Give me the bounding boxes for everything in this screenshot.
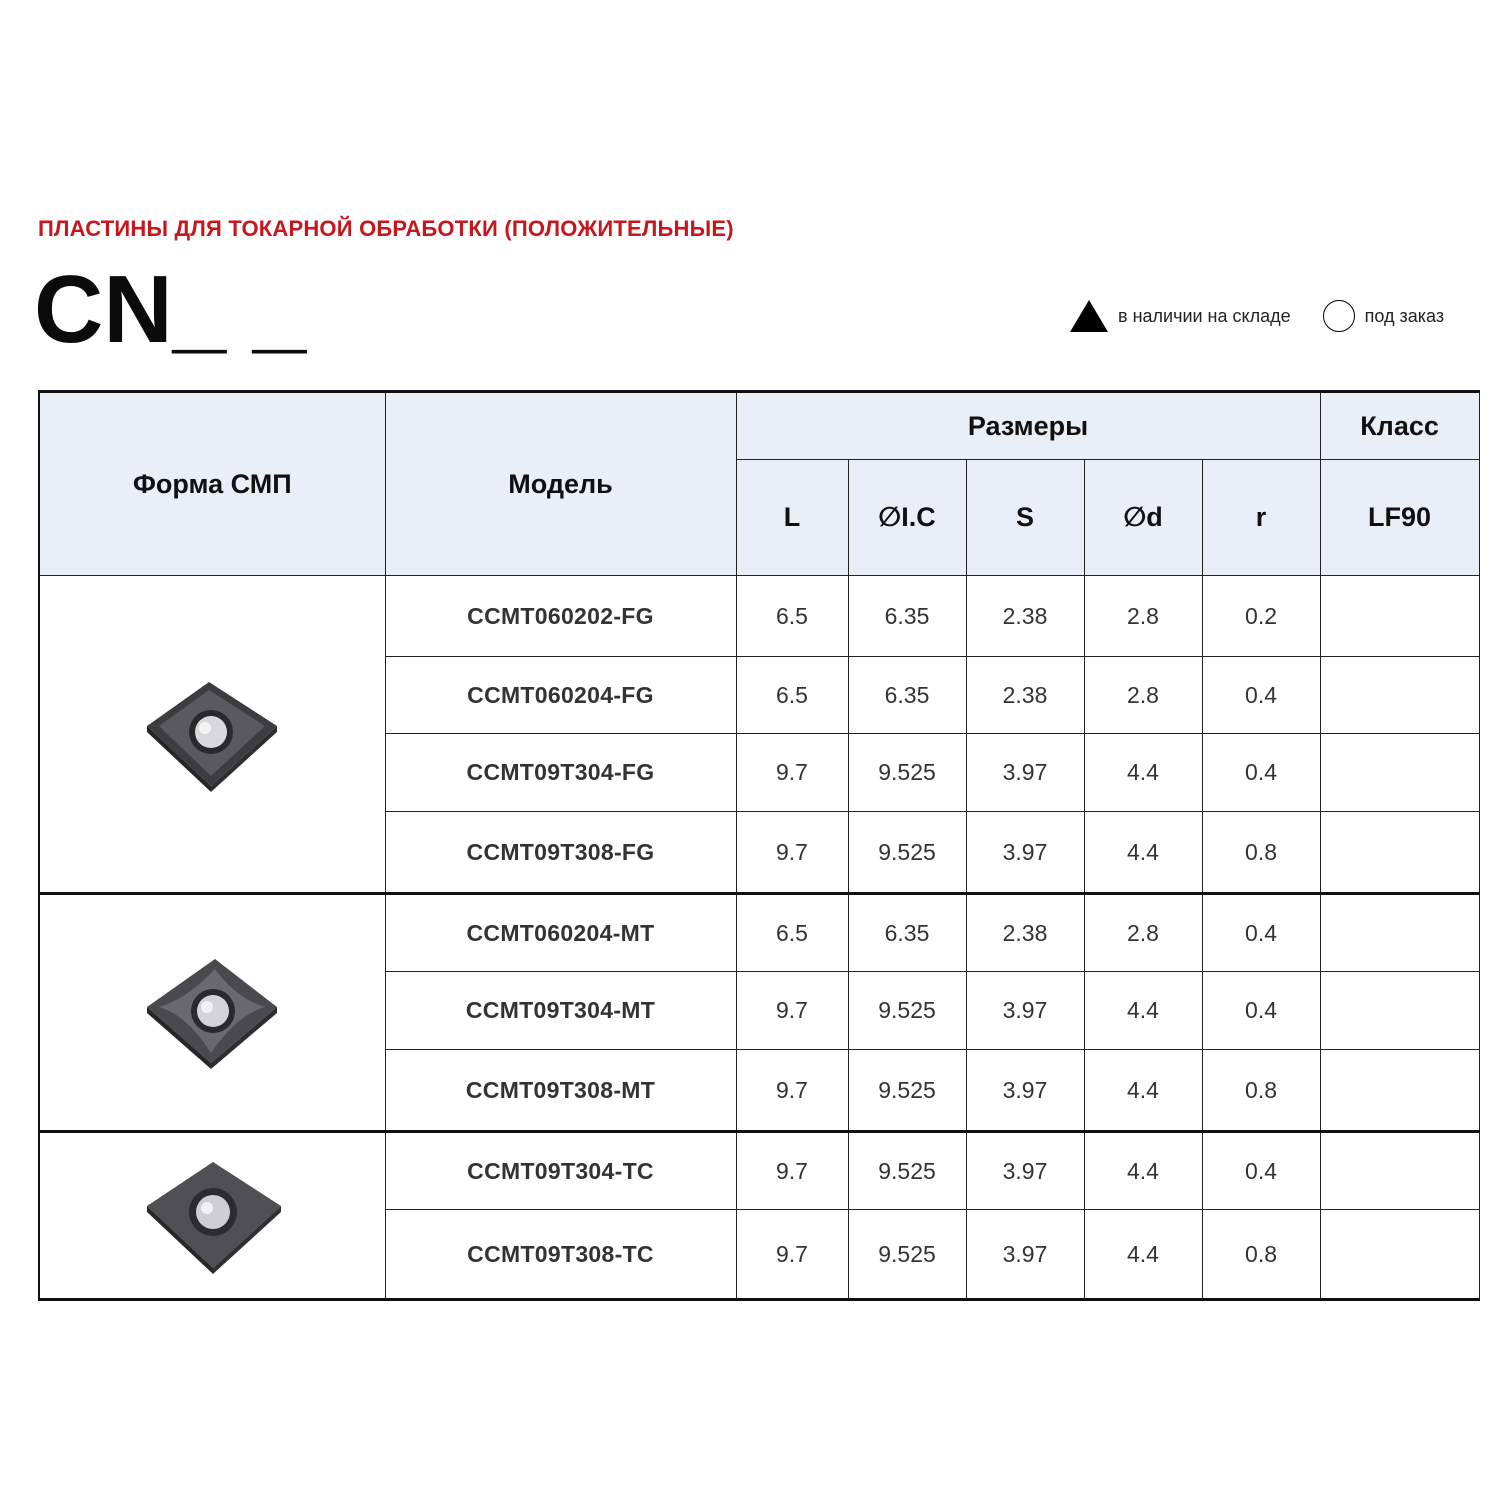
insert-image-tc <box>39 1132 385 1300</box>
table-row <box>39 576 1479 657</box>
value-IC: 9.525 <box>848 972 966 1050</box>
value-IC: 9.525 <box>848 734 966 812</box>
model-cell: CCMT09T308-MT <box>385 1050 736 1132</box>
header-dimensions: Размеры <box>736 392 1320 460</box>
value-S: 3.97 <box>966 972 1084 1050</box>
model-cell: CCMT09T308-FG <box>385 812 736 894</box>
value-IC: 6.35 <box>848 576 966 657</box>
value-d: 4.4 <box>1084 1210 1202 1300</box>
header-shape: Форма СМП <box>39 392 385 576</box>
value-lf90 <box>1320 657 1479 734</box>
value-d: 2.8 <box>1084 576 1202 657</box>
value-d: 4.4 <box>1084 1050 1202 1132</box>
model-cell: CCMT09T304-FG <box>385 734 736 812</box>
value-d: 2.8 <box>1084 657 1202 734</box>
model-cell: CCMT060202-FG <box>385 576 736 657</box>
value-d: 4.4 <box>1084 972 1202 1050</box>
value-lf90 <box>1320 1132 1479 1210</box>
model-cell: CCMT09T304-MT <box>385 972 736 1050</box>
value-d: 4.4 <box>1084 734 1202 812</box>
value-L: 9.7 <box>736 1050 848 1132</box>
header-IC: ∅I.C <box>848 460 966 576</box>
value-S: 3.97 <box>966 812 1084 894</box>
header-model: Модель <box>385 392 736 576</box>
model-cell: CCMT060204-MT <box>385 894 736 972</box>
value-d: 4.4 <box>1084 1132 1202 1210</box>
value-S: 3.97 <box>966 1132 1084 1210</box>
value-IC: 9.525 <box>848 1210 966 1300</box>
value-IC: 9.525 <box>848 812 966 894</box>
value-S: 2.38 <box>966 894 1084 972</box>
carbide-insert-image <box>137 674 287 794</box>
legend-on-order-label: под заказ <box>1364 305 1445 326</box>
value-IC: 6.35 <box>848 657 966 734</box>
value-r: 0.4 <box>1202 894 1320 972</box>
value-L: 9.7 <box>736 1210 848 1300</box>
value-L: 9.7 <box>736 812 848 894</box>
value-lf90 <box>1320 812 1479 894</box>
value-L: 9.7 <box>736 1132 848 1210</box>
header-LF90: LF90 <box>1320 460 1479 576</box>
filled-triangle-icon <box>1070 300 1108 332</box>
page-title: CN_ _ <box>34 256 307 363</box>
value-S: 3.97 <box>966 734 1084 812</box>
value-L: 6.5 <box>736 657 848 734</box>
value-L: 9.7 <box>736 734 848 812</box>
header-d: ∅d <box>1084 460 1202 576</box>
value-lf90 <box>1320 576 1479 657</box>
empty-circle-icon <box>1323 300 1355 332</box>
table-row <box>39 1132 1479 1210</box>
carbide-insert-image <box>137 951 287 1075</box>
value-r: 0.4 <box>1202 972 1320 1050</box>
header-L: L <box>736 460 848 576</box>
value-lf90 <box>1320 972 1479 1050</box>
value-IC: 9.525 <box>848 1050 966 1132</box>
value-lf90 <box>1320 1210 1479 1300</box>
value-r: 0.4 <box>1202 657 1320 734</box>
model-cell: CCMT060204-FG <box>385 657 736 734</box>
value-L: 6.5 <box>736 894 848 972</box>
legend-in-stock-label: в наличии на складе <box>1118 305 1291 326</box>
value-r: 0.8 <box>1202 1210 1320 1300</box>
header-S: S <box>966 460 1084 576</box>
value-S: 3.97 <box>966 1050 1084 1132</box>
value-S: 2.38 <box>966 657 1084 734</box>
insert-image-fg <box>39 576 385 894</box>
model-cell: CCMT09T308-TC <box>385 1210 736 1300</box>
value-lf90 <box>1320 1050 1479 1132</box>
model-cell: CCMT09T304-TC <box>385 1132 736 1210</box>
value-S: 3.97 <box>966 1210 1084 1300</box>
value-r: 0.4 <box>1202 1132 1320 1210</box>
value-L: 6.5 <box>736 576 848 657</box>
carbide-insert-image <box>137 1156 287 1276</box>
value-IC: 6.35 <box>848 894 966 972</box>
value-L: 9.7 <box>736 972 848 1050</box>
value-r: 0.8 <box>1202 1050 1320 1132</box>
inserts-table <box>38 390 1480 1301</box>
header-r: r <box>1202 460 1320 576</box>
value-r: 0.4 <box>1202 734 1320 812</box>
value-d: 4.4 <box>1084 812 1202 894</box>
value-S: 2.38 <box>966 576 1084 657</box>
value-lf90 <box>1320 734 1479 812</box>
legend <box>1070 296 1444 336</box>
value-lf90 <box>1320 894 1479 972</box>
value-r: 0.2 <box>1202 576 1320 657</box>
table-row <box>39 894 1479 972</box>
insert-image-mt <box>39 894 385 1132</box>
value-r: 0.8 <box>1202 812 1320 894</box>
value-d: 2.8 <box>1084 894 1202 972</box>
page-subtitle: ПЛАСТИНЫ ДЛЯ ТОКАРНОЙ ОБРАБОТКИ (ПОЛОЖИТЕЛЬНЫЕ) <box>38 216 734 241</box>
header-class: Класс <box>1320 392 1479 460</box>
value-IC: 9.525 <box>848 1132 966 1210</box>
